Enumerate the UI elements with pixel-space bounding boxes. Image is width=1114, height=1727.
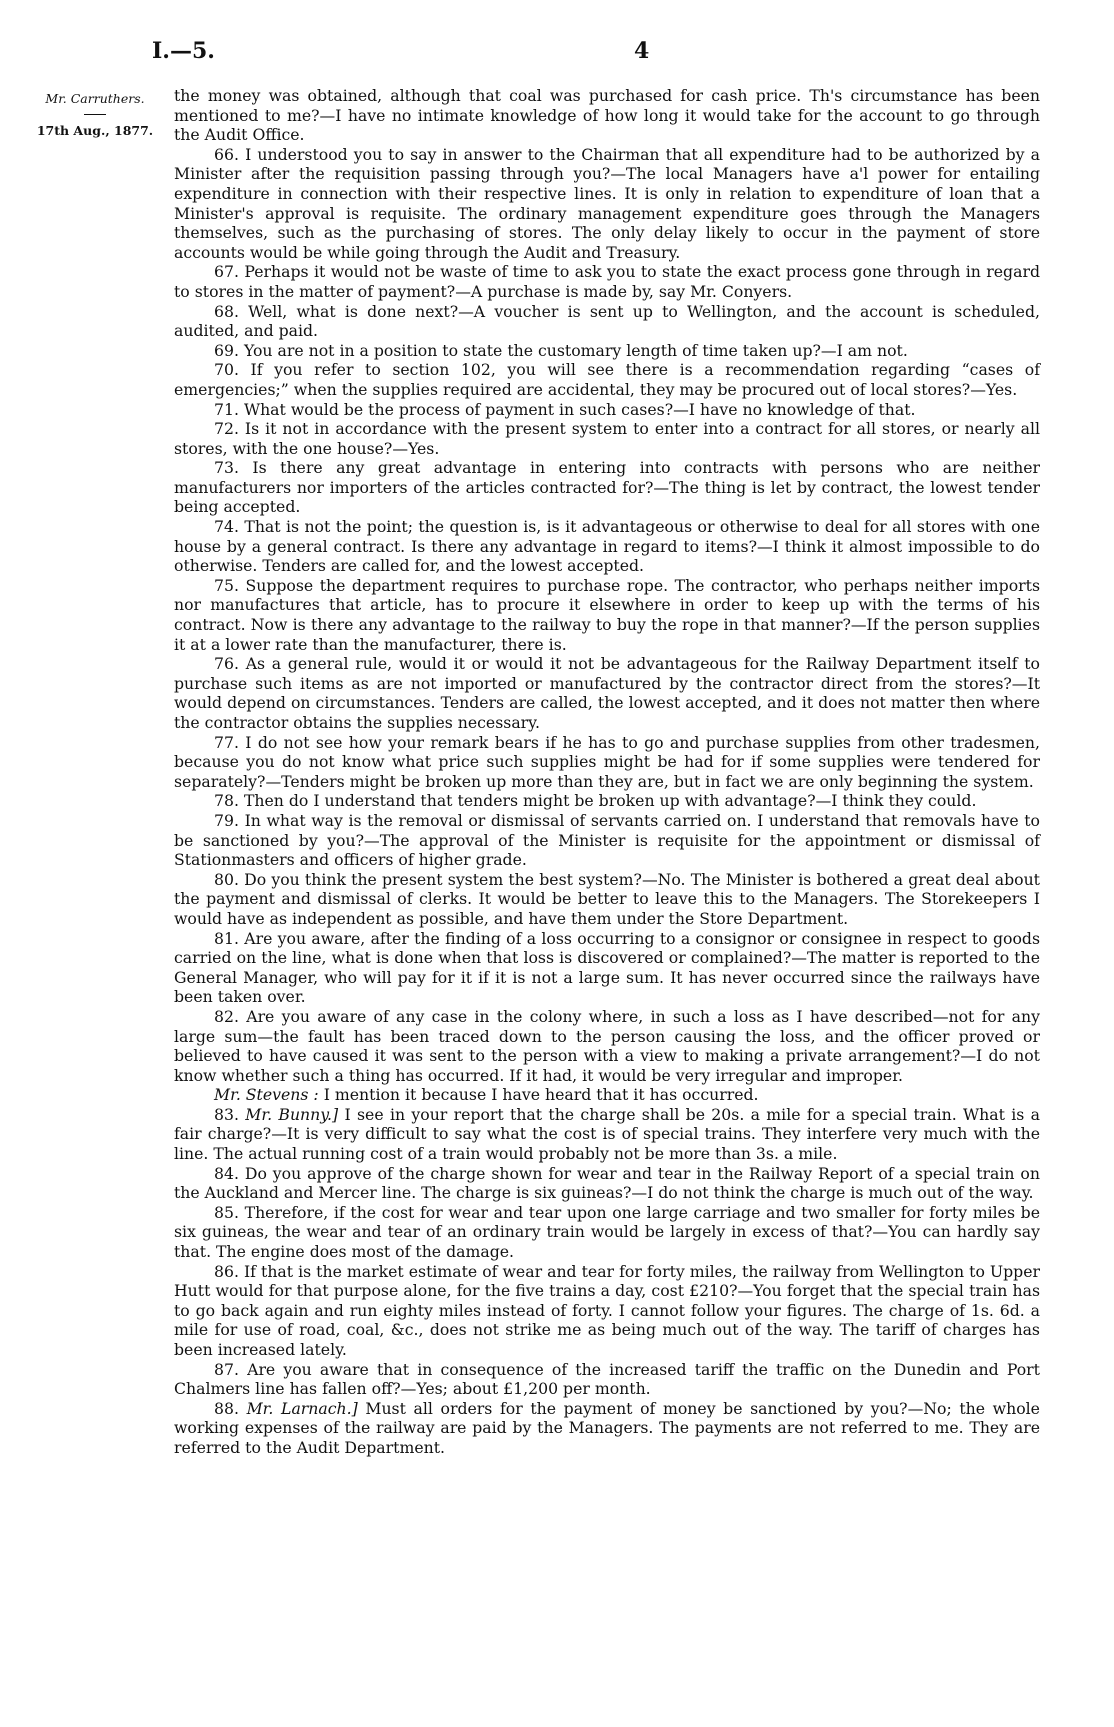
testimony-paragraph: [174, 1007, 1040, 1085]
question-number: 77.: [214, 732, 239, 752]
question-number: 68.: [214, 301, 239, 321]
testimony-paragraph: [174, 1105, 1040, 1164]
paragraph-text: Well, what is done next?—A voucher is sent up to Wellington, and the account is scheduled, audited, and paid.: [174, 301, 1040, 341]
testimony-paragraph: [174, 458, 1040, 517]
question-number: 81.: [214, 928, 239, 948]
testimony-date: 17th Aug., 1877.: [36, 123, 154, 138]
paragraph-text: Must all orders for the payment of money be sanctioned by you?—No; the whole working expenses of the railway are paid by the Managers. The payments are not referred to me. They are referred to the Audit Department.: [174, 1398, 1040, 1457]
testimony-paragraph: [174, 1262, 1040, 1360]
paragraph-text: Are you aware of any case in the colony where, in such a loss as I have described—not for any large sum—the fault has been traced down to the person causing the loss, and the officer proved or believed to have caused it was sent to the person with a view to making a private arrangement?—I do not know whether such a thing has occurred. If it had, it would be very irregular and improper.: [174, 1006, 1040, 1085]
speaker-name: Mr. Larnach.]: [246, 1398, 358, 1418]
testimony-paragraph: [174, 145, 1040, 263]
question-number: 86.: [214, 1261, 239, 1281]
testimony-paragraph: [174, 1203, 1040, 1262]
paragraph-text: You are not in a position to state the customary length of time taken up?—I am not.: [243, 340, 908, 360]
testimony-paragraph: [174, 576, 1040, 654]
paragraph-text: What would be the process of payment in such cases?—I have no knowledge of that.: [243, 399, 916, 419]
paragraph-text: If you refer to section 102, you will see there is a recommendation regarding “cases of emergencies;” when the supplies required are accidental, they may be procured out of local stores?—Yes.: [174, 360, 1040, 399]
margin-note: [20, 90, 170, 140]
paragraph-text: I mention it because I have heard that it has occurred.: [323, 1085, 759, 1105]
question-number: 85.: [214, 1202, 239, 1222]
question-number: 70.: [214, 360, 239, 380]
testimony-paragraph: [174, 517, 1040, 576]
question-number: 73.: [214, 458, 239, 478]
question-number: 71.: [214, 399, 239, 419]
speaker-name: Mr. Bunny.]: [245, 1104, 339, 1124]
parliamentary-paper-reference: I.—5.: [152, 38, 215, 64]
testimony-paragraph: [174, 302, 1040, 341]
question-number: 75.: [214, 575, 239, 595]
testimony-paragraph: [174, 733, 1040, 792]
paragraph-text: I see in your report that the charge shall be 20s. a mile for a special train. What is a fair charge?—It is very difficult to say what the cost is of special trains. They interfere very much with the line. The actual running cost of a train would probably not be more than 3s. a mile.: [174, 1104, 1040, 1164]
testimony-paragraph: [174, 419, 1040, 458]
testimony-paragraph: [174, 86, 1040, 145]
paragraph-text: Then do I understand that tenders might be broken up with advantage?—I think they could.: [243, 791, 977, 811]
paragraph-text: That is not the point; the question is, is it advantageous or otherwise to deal for all stores with one house by a general contract. Is there any advantage in regard to items?—I think it almost impossible to do otherwise. Tenders are called for, and the lowest accepted.: [174, 517, 1040, 576]
paragraph-text: Perhaps it would not be waste of time to ask you to state the exact process gone through in regard to stores in the matter of payment?—A purchase is made by, say Mr. Conyers.: [174, 262, 1040, 301]
question-number: 76.: [214, 654, 239, 674]
testimony-paragraph: [174, 1085, 1040, 1105]
question-number: 66.: [214, 144, 239, 164]
paragraph-text: Therefore, if the cost for wear and tear upon one large carriage and two smaller for forty miles be six guineas, the wear and tear of an ordinary train would be largely in excess of that?—You can hardly say that. The engine does most of the damage.: [174, 1202, 1040, 1262]
question-number: 74.: [214, 517, 239, 537]
paragraph-text: If that is the market estimate of wear and tear for forty miles, the railway from Wellington to Upper Hutt would for that purpose alone, for the five trains a day, cost £210?—You forget that the special train has to go back again and run eighty miles instead of forty. I cannot follow your figures. The charge of 1s. 6d. a mile for use of road, coal, &c., does not strike me as being much out of the way. The tariff of charges has been increased lately.: [174, 1261, 1040, 1359]
testimony-paragraph: [174, 262, 1040, 301]
testimony-paragraph: [174, 341, 1040, 361]
question-number: 87.: [214, 1359, 239, 1379]
paragraph-text: I do not see how your remark bears if he has to go and purchase supplies from other tradesmen, because you do not know what price such supplies might be had for if some supplies were tendered for separately?—Tenders might be broken up more than they are, but in fact we are only beginning the system.: [174, 732, 1040, 791]
testimony-paragraph: [174, 929, 1040, 1007]
page-header: [152, 38, 956, 68]
margin-rule: [84, 114, 106, 115]
paragraph-text: Are you aware that in consequence of the increased tariff the traffic on the Dunedin and Port Chalmers line has fallen off?—Yes; about £1,200 per month.: [174, 1359, 1040, 1399]
question-number: 78.: [214, 791, 239, 811]
paragraph-text: Are you aware, after the finding of a loss occurring to a consignor or consignee in respect to goods carried on the line, what is done when that loss is discovered or complained?—The matter is reported to the General Manager, who will pay for it if it is not a large sum. It has never occurred since the railways have been taken over.: [174, 928, 1040, 1007]
testimony-paragraph: [174, 1360, 1040, 1399]
testimony-paragraph: [174, 791, 1040, 811]
witness-name: Mr. Carruthers.: [45, 91, 145, 106]
paragraph-text: Do you think the present system the best system?—No. The Minister is bothered a great deal about the payment and dismissal of clerks. It would be better to leave this to the Managers. The Storekeepers I would have as independent as possible, and have them under the Store Department.: [174, 869, 1040, 928]
paragraph-text: Is it not in accordance with the present system to enter into a contract for all stores, or nearly all stores, with the one house?—Yes.: [174, 419, 1040, 458]
paragraph-text: As a general rule, would it or would it not be advantageous for the Railway Department itself to purchase such items as are not imported or manufactured by the contractor direct from the stores?—It would depend on circumstances. Tenders are called, the lowest accepted, and it does not matter then where the contractor obtains the supplies necessary.: [174, 654, 1040, 732]
testimony-paragraph: [174, 400, 1040, 420]
question-number: 84.: [214, 1163, 239, 1183]
testimony-paragraph: [174, 870, 1040, 929]
testimony-paragraph: [174, 1164, 1040, 1203]
paragraph-text: I understood you to say in answer to the Chairman that all expenditure had to be authorized by a Minister after the requisition passing through you?—The local Managers have a'l power for entailing expenditure in connection with their respective lines. It is only in relation to expenditure of loan that a Minister's approval is requisite. The ordinary management expenditure goes through the Managers themselves, such as the purchasing of stores. The only delay likely to occur in the payment of store accounts would be while going through the Audit and Treasury.: [174, 144, 1040, 262]
testimony-paragraph: [174, 360, 1040, 399]
question-number: 79.: [214, 810, 239, 830]
question-number: 82.: [214, 1006, 239, 1026]
speaker-name: Mr. Stevens :: [214, 1085, 319, 1105]
paragraph-text: Do you approve of the charge shown for wear and tear in the Railway Report of a special train on the Auckland and Mercer line. The charge is six guineas?—I do not think the charge is much out of the way.: [174, 1163, 1040, 1203]
page-number: 4: [634, 38, 650, 64]
testimony-paragraph: [174, 811, 1040, 870]
testimony-paragraph: [174, 654, 1040, 732]
question-number: 72.: [214, 419, 239, 439]
question-number: 69.: [214, 340, 239, 360]
paragraph-text: Is there any great advantage in entering into contracts with persons who are neither manufacturers nor importers of the articles contracted for?—The thing is let by contract, the lowest tender being accepted.: [174, 458, 1040, 517]
paragraph-text: In what way is the removal or dismissal of servants carried on. I understand that removals have to be sanctioned by you?—The approval of the Minister is requisite for the appointment or dismissal of Stationmasters and officers of higher grade.: [174, 810, 1040, 870]
question-number: 88.: [214, 1398, 239, 1418]
paragraph-text: Suppose the department requires to purchase rope. The contractor, who perhaps neither imports nor manufactures that article, has to procure it elsewhere in order to keep up with the terms of his contract. Now is there any advantage to the railway to buy the rope in that manner?—If the person supplies it at a lower rate than the manufacturer, there is.: [174, 575, 1040, 654]
testimony-body: [174, 86, 1040, 1458]
question-number: 80.: [214, 869, 239, 889]
question-number: 83.: [214, 1104, 239, 1124]
paragraph-text: the money was obtained, although that coal was purchased for cash price. Th's circumstance has been mentioned to me?—I have no intimate knowledge of how long it would take for the account to go through the Audit Office.: [174, 86, 1040, 145]
question-number: 67.: [214, 262, 239, 282]
testimony-paragraph: [174, 1399, 1040, 1458]
